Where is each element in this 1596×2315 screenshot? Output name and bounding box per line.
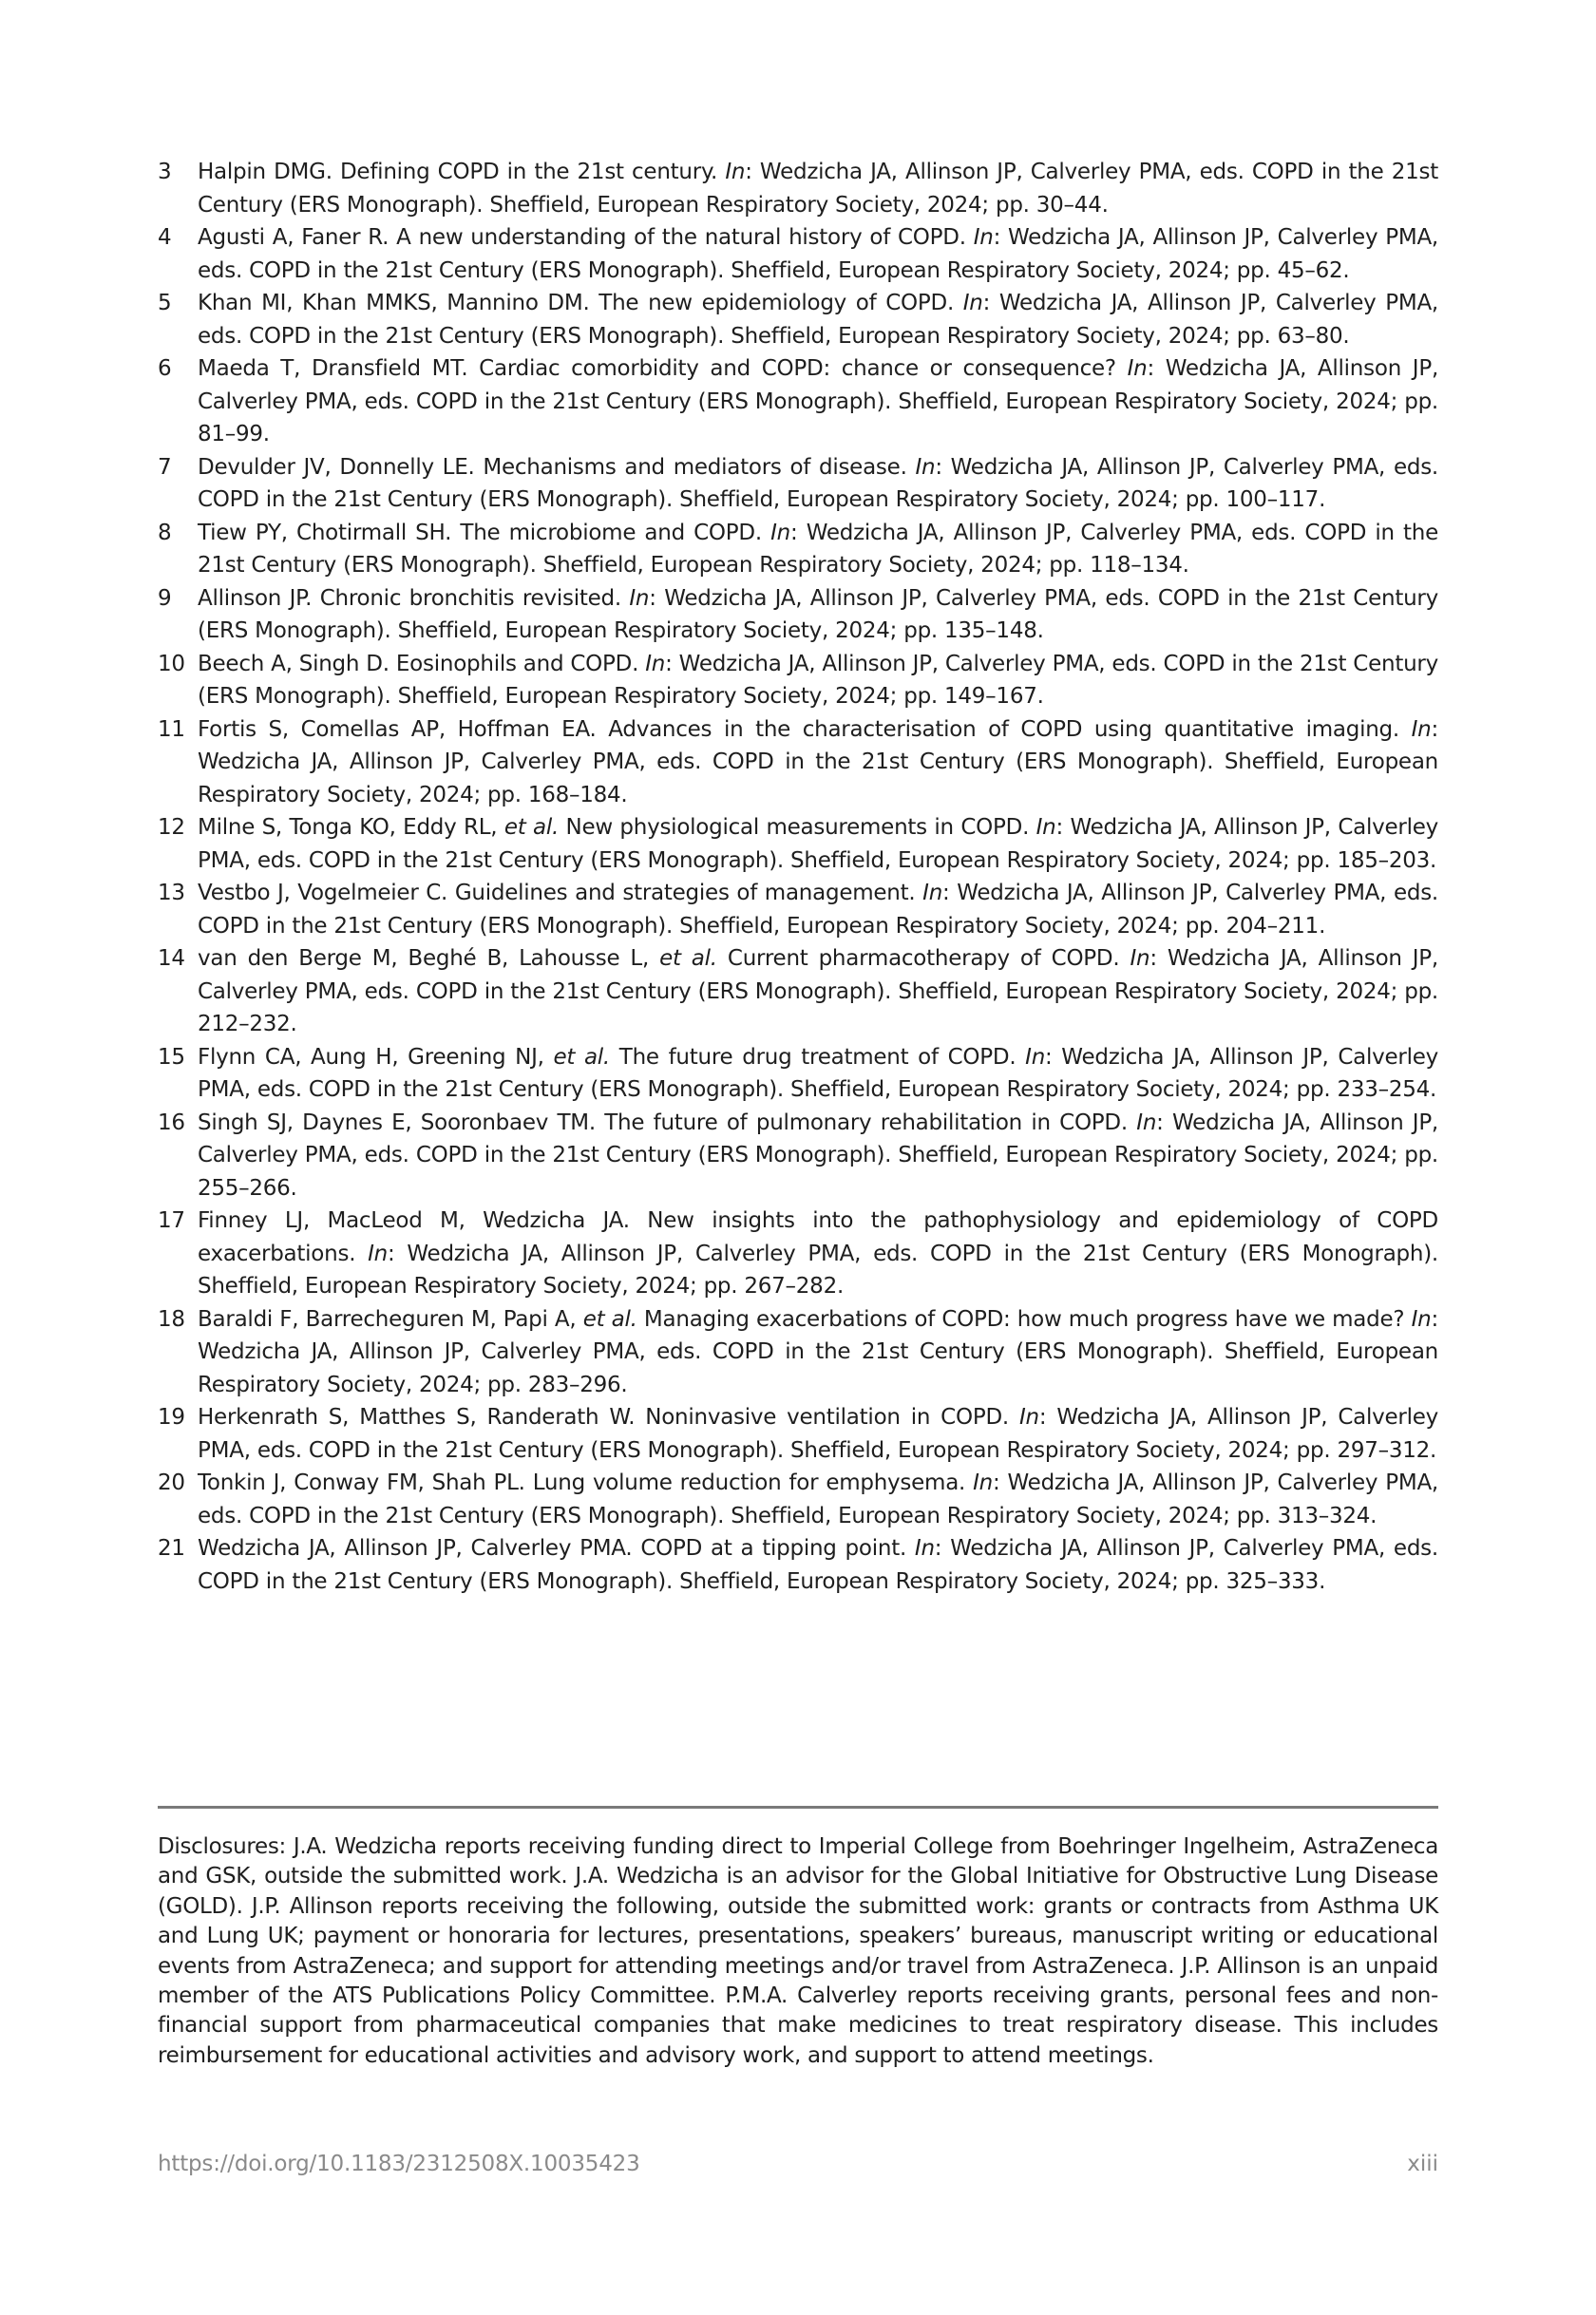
reference-text	[198, 648, 1438, 713]
reference-text	[198, 877, 1438, 942]
reference-citation: Vestbo J, Vogelmeier C. Guidelines and strategies of management.	[198, 881, 923, 905]
reference-number: 16	[158, 1110, 185, 1135]
in-label: In	[1411, 716, 1432, 742]
reference-number: 11	[158, 716, 185, 742]
reference-source: : Wedzicha JA, Allinson JP, Calverley PMA, eds. COPD in the 21st Century (ERS Monograph). Sheffield, European Respiratory Society, 2024; pp. 297–312.	[198, 1405, 1438, 1463]
reference-number: 14	[158, 946, 185, 971]
reference-citation: Agusti A, Faner R. A new understanding of the natural history of COPD.	[198, 225, 974, 250]
reference-source: : Wedzicha JA, Allinson JP, Calverley PMA, eds. COPD in the 21st Century (ERS Monograph). Sheffield, European Respiratory Society, 2024; pp. 325–333.	[198, 1536, 1438, 1594]
reference-item	[158, 1107, 1438, 1205]
reference-item	[158, 156, 1438, 221]
reference-text	[198, 156, 1438, 221]
reference-citation: Wedzicha JA, Allinson JP, Calverley PMA. COPD at a tipping point.	[198, 1536, 915, 1561]
reference-source: : Wedzicha JA, Allinson JP, Calverley PMA, eds. COPD in the 21st Century (ERS Monograph). Sheffield, European Respiratory Society, 2024; pp. 63–80.	[198, 291, 1438, 349]
reference-source: : Wedzicha JA, Allinson JP, Calverley PMA, eds. COPD in the 21st Century (ERS Monograph). Sheffield, European Respiratory Society, 2024; pp. 149–167.	[198, 651, 1438, 709]
reference-item	[158, 1041, 1438, 1107]
reference-title: The future drug treatment of COPD.	[610, 1044, 1026, 1070]
reference-text	[198, 1303, 1438, 1402]
reference-item	[158, 1401, 1438, 1467]
reference-citation: Baraldi F, Barrecheguren M, Papi A,	[198, 1306, 583, 1332]
in-label: In	[1127, 356, 1148, 381]
reference-citation: Tiew PY, Chotirmall SH. The microbiome and COPD.	[198, 520, 771, 545]
reference-number: 6	[158, 356, 172, 381]
reference-citation: Maeda T, Dransfield MT. Cardiac comorbidity and COPD: chance or consequence?	[198, 356, 1128, 381]
reference-item	[158, 582, 1438, 648]
in-label: In	[629, 585, 650, 611]
reference-number: 12	[158, 815, 185, 840]
reference-item	[158, 1532, 1438, 1598]
reference-text	[198, 517, 1438, 582]
reference-citation: Khan MI, Khan MMKS, Mannino DM. The new epidemiology of COPD.	[198, 291, 963, 315]
reference-item	[158, 942, 1438, 1041]
reference-source: : Wedzicha JA, Allinson JP, Calverley PMA, eds. COPD in the 21st Century (ERS Monograph). Sheffield, European Respiratory Society, 2024; pp. 313–324.	[198, 1471, 1438, 1528]
reference-citation: Tonkin J, Conway FM, Shah PL. Lung volume reduction for emphysema.	[198, 1471, 974, 1495]
reference-item	[158, 517, 1438, 582]
reference-number: 5	[158, 291, 172, 315]
in-label: In	[1136, 1110, 1157, 1135]
page-number: xiii	[1407, 2152, 1438, 2176]
et-al: et al.	[553, 1044, 610, 1070]
in-label: In	[922, 881, 943, 905]
in-label: In	[1025, 1044, 1046, 1070]
reference-number: 13	[158, 881, 185, 905]
reference-item	[158, 221, 1438, 287]
et-al: et al.	[659, 946, 717, 971]
reference-text	[198, 713, 1438, 812]
reference-number: 17	[158, 1208, 185, 1233]
in-label: In	[914, 1536, 935, 1561]
reference-text	[198, 1401, 1438, 1467]
reference-title: Managing exacerbations of COPD: how much progress have we made?	[636, 1306, 1412, 1332]
reference-list	[158, 156, 1438, 1598]
reference-text	[198, 221, 1438, 287]
reference-number: 21	[158, 1536, 185, 1561]
reference-item	[158, 1303, 1438, 1402]
reference-source: : Wedzicha JA, Allinson JP, Calverley PMA, eds. COPD in the 21st Century (ERS Monograph). Sheffield, European Respiratory Society, 2024; pp. 81–99.	[198, 356, 1439, 446]
in-label: In	[645, 651, 666, 676]
reference-item	[158, 287, 1438, 352]
in-label: In	[915, 454, 936, 480]
in-label: In	[1411, 1306, 1432, 1332]
reference-citation: Allinson JP. Chronic bronchitis revisited.	[198, 585, 630, 611]
in-label: In	[973, 225, 994, 250]
reference-text	[198, 1205, 1438, 1303]
in-label: In	[962, 291, 983, 315]
reference-text	[198, 352, 1438, 451]
reference-citation: Halpin DMG. Defining COPD in the 21st century.	[198, 160, 726, 184]
reference-source: : Wedzicha JA, Allinson JP, Calverley PMA, eds. COPD in the 21st Century (ERS Monograph). Sheffield, European Respiratory Society, 2024; pp. 118–134.	[198, 520, 1438, 578]
reference-citation: Devulder JV, Donnelly LE. Mechanisms and mediators of disease.	[198, 454, 916, 480]
in-label: In	[368, 1241, 389, 1266]
reference-citation: Beech A, Singh D. Eosinophils and COPD.	[198, 651, 646, 676]
reference-number: 20	[158, 1471, 185, 1495]
reference-item	[158, 713, 1438, 812]
reference-item	[158, 1205, 1438, 1303]
reference-item	[158, 877, 1438, 942]
reference-item	[158, 648, 1438, 713]
reference-number: 7	[158, 454, 172, 480]
reference-number: 4	[158, 225, 172, 250]
reference-source: : Wedzicha JA, Allinson JP, Calverley PMA, eds. COPD in the 21st Century (ERS Monograph). Sheffield, European Respiratory Society, 2024; pp. 185–203.	[198, 815, 1438, 873]
reference-number: 8	[158, 520, 172, 545]
reference-source: : Wedzicha JA, Allinson JP, Calverley PMA, eds. COPD in the 21st Century (ERS Monograph). Sheffield, European Respiratory Society, 2024; pp. 233–254.	[198, 1044, 1438, 1102]
reference-text	[198, 942, 1438, 1041]
reference-source: : Wedzicha JA, Allinson JP, Calverley PMA, eds. COPD in the 21st Century (ERS Monograph). Sheffield, European Respiratory Society, 2024; pp. 255–266.	[198, 1110, 1438, 1201]
in-label: In	[725, 160, 746, 184]
reference-text	[198, 1532, 1438, 1598]
reference-number: 9	[158, 585, 172, 611]
reference-source: : Wedzicha JA, Allinson JP, Calverley PMA, eds. COPD in the 21st Century (ERS Monograph). Sheffield, European Respiratory Society, 2024; pp. 283–296.	[198, 1306, 1438, 1397]
reference-source: : Wedzicha JA, Allinson JP, Calverley PMA, eds. COPD in the 21st Century (ERS Monograph). Sheffield, European Respiratory Society, 2024; pp. 168–184.	[198, 716, 1438, 807]
section-divider	[158, 1806, 1438, 1809]
reference-citation: Finney LJ, MacLeod M, Wedzicha JA. New insights into the pathophysiology and epidemiology of COPD exacerbations.	[198, 1208, 1438, 1266]
in-label: In	[1130, 946, 1150, 971]
doi-link[interactable]: https://doi.org/10.1183/2312508X.10035423	[158, 2152, 640, 2176]
reference-citation: Milne S, Tonga KO, Eddy RL,	[198, 815, 504, 840]
reference-source: : Wedzicha JA, Allinson JP, Calverley PMA, eds. COPD in the 21st Century (ERS Monograph). Sheffield, European Respiratory Society, 2024; pp. 135–148.	[198, 585, 1438, 643]
reference-number: 19	[158, 1405, 185, 1430]
reference-number: 3	[158, 160, 172, 184]
reference-item	[158, 1467, 1438, 1532]
reference-source: : Wedzicha JA, Allinson JP, Calverley PMA, eds. COPD in the 21st Century (ERS Monograph). Sheffield, European Respiratory Society, 2024; pp. 30–44.	[198, 160, 1438, 218]
in-label: In	[1019, 1405, 1039, 1430]
reference-number: 10	[158, 651, 185, 676]
reference-citation: van den Berge M, Beghé B, Lahousse L,	[198, 946, 660, 971]
reference-text	[198, 1467, 1438, 1532]
reference-source: : Wedzicha JA, Allinson JP, Calverley PMA, eds. COPD in the 21st Century (ERS Monograph). Sheffield, European Respiratory Society, 2024; pp. 100–117.	[198, 454, 1438, 512]
reference-source: : Wedzicha JA, Allinson JP, Calverley PMA, eds. COPD in the 21st Century (ERS Monograph). Sheffield, European Respiratory Society, 2024; pp. 267–282.	[198, 1241, 1438, 1299]
reference-text	[198, 1107, 1438, 1205]
reference-text	[198, 287, 1438, 352]
in-label: In	[770, 520, 790, 545]
reference-number: 18	[158, 1306, 185, 1332]
reference-source: : Wedzicha JA, Allinson JP, Calverley PMA, eds. COPD in the 21st Century (ERS Monograph). Sheffield, European Respiratory Society, 2024; pp. 45–62.	[198, 225, 1438, 283]
reference-number: 15	[158, 1044, 185, 1070]
reference-title: New physiological measurements in COPD.	[559, 815, 1036, 840]
reference-source: : Wedzicha JA, Allinson JP, Calverley PMA, eds. COPD in the 21st Century (ERS Monograph). Sheffield, European Respiratory Society, 2024; pp. 204–211.	[198, 881, 1438, 939]
reference-citation: Herkenrath S, Matthes S, Randerath W. Noninvasive ventilation in COPD.	[198, 1405, 1019, 1430]
reference-citation: Singh SJ, Daynes E, Sooronbaev TM. The future of pulmonary rehabilitation in COPD.	[198, 1110, 1137, 1135]
in-label: In	[973, 1471, 994, 1495]
et-al: et al.	[582, 1306, 637, 1332]
reference-item	[158, 352, 1438, 451]
reference-text	[198, 1041, 1438, 1107]
disclosures-paragraph: Disclosures: J.A. Wedzicha reports receiving funding direct to Imperial College from Boehringer Ingelheim, AstraZeneca and GSK, outside the submitted work. J.A. Wedzicha is an advisor for the Global Initiative for Obstructive Lung Disease (GOLD). J.P. Allinson reports receiving the following, outside the submitted work: grants or contracts from Asthma UK and Lung UK; payment or honoraria for lectures, presentations, speakers’ bureaus, manuscript writing or educational events from AstraZeneca; and support for attending meetings and/or travel from AstraZeneca. J.P. Allinson is an unpaid member of the ATS Publications Policy Committee. P.M.A. Calverley reports receiving grants, personal fees and non-financial support from pharmaceutical companies that make medicines to treat respiratory disease. This includes reimbursement for educational activities and advisory work, and support to attend meetings.	[158, 1834, 1438, 2068]
et-al: et al.	[504, 815, 560, 840]
reference-text	[198, 582, 1438, 648]
reference-title: Current pharmacotherapy of COPD.	[716, 946, 1130, 971]
reference-text	[198, 811, 1438, 877]
in-label: In	[1036, 815, 1056, 840]
reference-source: : Wedzicha JA, Allinson JP, Calverley PMA, eds. COPD in the 21st Century (ERS Monograph). Sheffield, European Respiratory Society, 2024; pp. 212–232.	[198, 946, 1438, 1036]
reference-citation: Fortis S, Comellas AP, Hoffman EA. Advances in the characterisation of COPD using quantitative imaging.	[198, 716, 1412, 742]
reference-citation: Flynn CA, Aung H, Greening NJ,	[198, 1044, 554, 1070]
reference-item	[158, 811, 1438, 877]
reference-item	[158, 451, 1438, 517]
reference-text	[198, 451, 1438, 517]
